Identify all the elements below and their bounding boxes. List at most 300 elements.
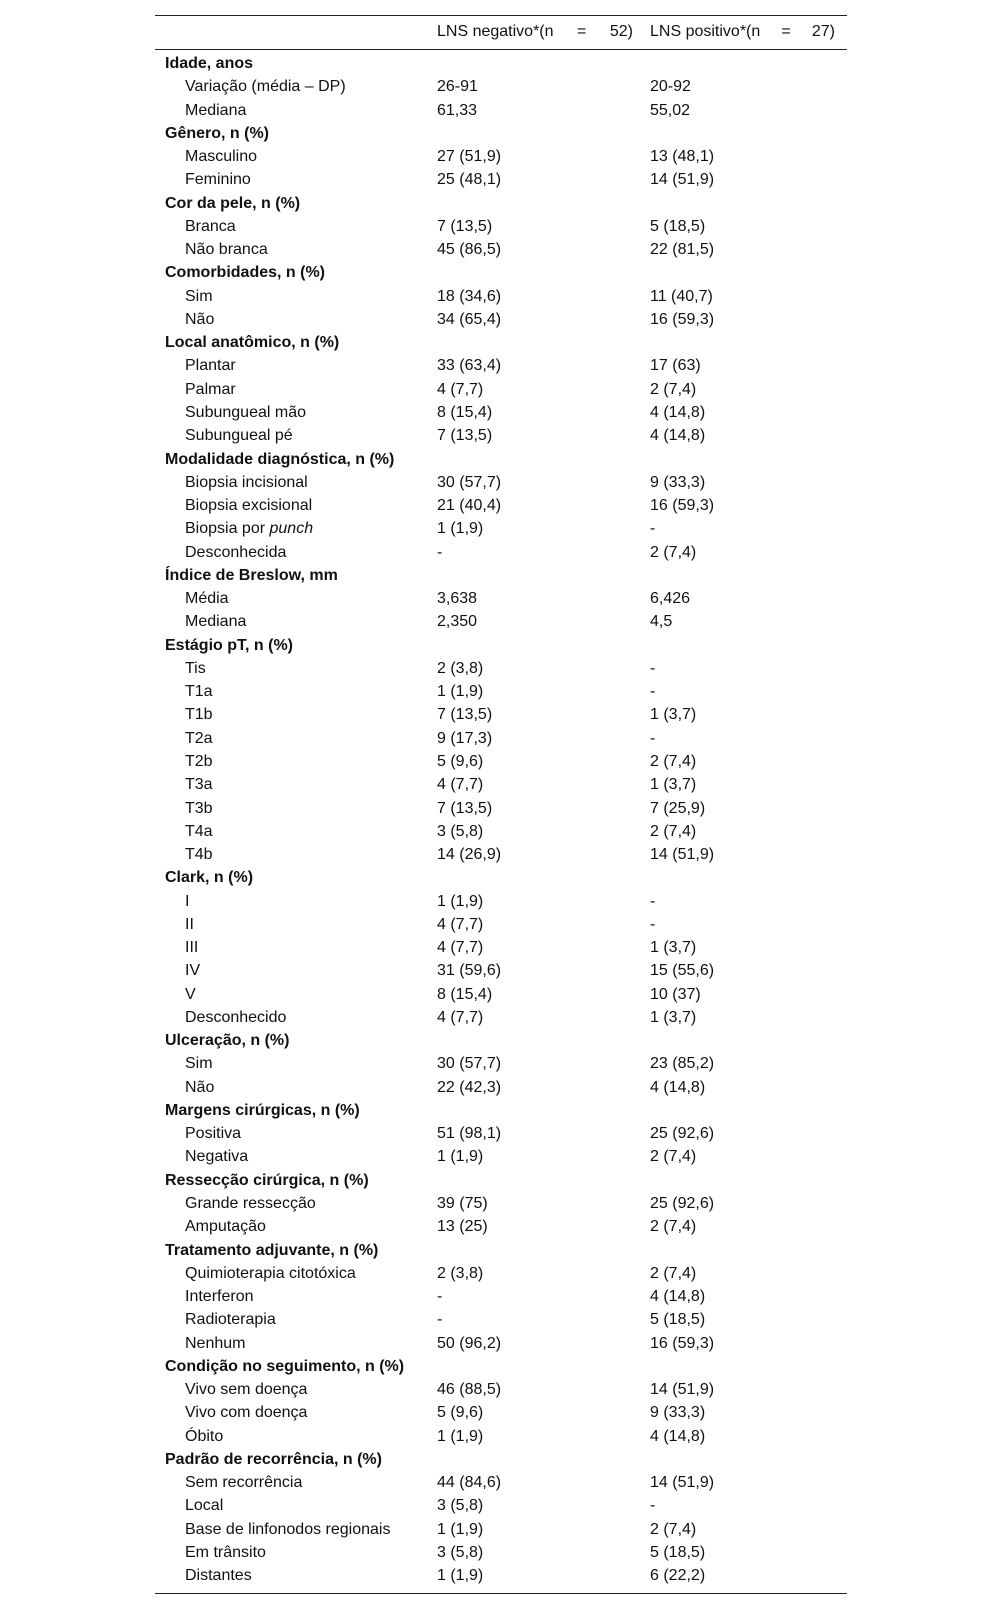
row-label [185,168,251,191]
row-label-text: Branca [185,217,236,235]
cell-lns-positive: 2 (7,4) [650,543,697,561]
cell-lns-negative: - [437,1288,443,1306]
row-label [185,1052,213,1075]
row-label-text: Padrão de recorrência, n (%) [165,1450,382,1468]
cell-lns-negative: 7 (13,5) [437,706,493,724]
cell-lns-positive: 4 (14,8) [650,403,706,421]
row-label [185,750,213,773]
cell-lns-negative: 5 (9,6) [437,752,484,770]
row-label [185,797,213,820]
cell-lns-positive: 16 (59,3) [650,497,715,515]
table-row [155,1564,847,1587]
table-row [155,890,847,913]
row-label-text: T1b [185,706,213,724]
table-row [155,401,847,424]
cell-lns-negative: 27 (51,9) [437,148,502,166]
cell-lns-negative: 8 (15,4) [437,403,493,421]
row-label-text: Radioterapia [185,1311,276,1329]
row-label [185,1076,214,1099]
cell-lns-positive: - [650,892,656,910]
cell-lns-positive: 2 (7,4) [650,752,697,770]
table-row [155,657,847,680]
row-label [185,1425,223,1448]
cell-lns-positive: 6,426 [650,590,691,608]
table-header [155,16,847,49]
table-row [155,820,847,843]
cell-lns-negative: 7 (13,5) [437,217,493,235]
table-row [155,308,847,331]
table-row [155,285,847,308]
row-label [185,424,293,447]
table-row [155,1401,847,1424]
row-label-text: T4b [185,846,213,864]
row-label-text: Amputação [185,1218,266,1236]
cell-lns-positive: 55,02 [650,101,691,119]
table-row [155,797,847,820]
table-row [155,1541,847,1564]
table-bottom-rule [155,1593,847,1594]
section-label [165,448,394,471]
cell-lns-negative: 1 (1,9) [437,520,484,538]
header-pos-equals: = [781,23,791,40]
section-label [165,1029,289,1052]
row-label-text: Estágio pT, n (%) [165,636,293,654]
table-row [155,1006,847,1029]
cell-lns-positive: 4 (14,8) [650,427,706,445]
table-row [155,703,847,726]
cell-lns-positive: 1 (3,7) [650,706,697,724]
row-label [185,1215,266,1238]
section-label [165,564,338,587]
row-label [185,541,286,564]
cell-lns-positive: 4,5 [650,613,673,631]
row-label-text: Ressecção cirúrgica, n (%) [165,1171,369,1189]
table-row [155,541,847,564]
cell-lns-negative: 3,638 [437,590,478,608]
row-label-text: Não [185,310,215,328]
cell-lns-negative: - [437,543,443,561]
row-label-text: Sem recorrência [185,1474,303,1492]
row-label [185,610,246,633]
row-label-text: III [185,939,199,957]
cell-lns-positive: 17 (63) [650,357,701,375]
row-label-text: Local [185,1497,224,1515]
section-label [165,192,300,215]
row-label-text: Positiva [185,1125,242,1143]
cell-lns-negative: 9 (17,3) [437,729,493,747]
header-neg-equals: = [577,23,587,40]
cell-lns-negative: 3 (5,8) [437,1544,484,1561]
cell-lns-positive: 16 (59,3) [650,1334,715,1352]
row-label [185,983,196,1006]
row-label [185,238,268,261]
cell-lns-positive: - [650,659,656,677]
table-row [155,354,847,377]
table-row [155,1122,847,1145]
row-label-text: Tratamento adjuvante, n (%) [165,1241,379,1259]
table-row [155,773,847,796]
row-label-text: T1a [185,683,213,701]
row-label-text: T2a [185,729,213,747]
cell-lns-negative: 2 (3,8) [437,659,484,677]
row-label [185,936,198,959]
row-label-text: Não [185,1078,215,1096]
row-label [185,145,257,168]
cell-lns-negative: 39 (75) [437,1195,488,1213]
cell-lns-negative: 1 (1,9) [437,1520,484,1538]
table-row [155,517,847,540]
section-label [165,122,269,145]
table-row [155,1285,847,1308]
cell-lns-positive: 23 (85,2) [650,1055,715,1073]
row-label-text: Ulceração, n (%) [165,1032,290,1050]
row-label-text: T3a [185,776,213,794]
row-label-text: Vivo com doença [185,1404,308,1422]
row-label [185,1471,302,1494]
row-label [185,471,308,494]
table-row [155,471,847,494]
row-label-text: Nenhum [185,1334,246,1352]
cell-lns-positive: 5 (18,5) [650,1311,706,1329]
cell-lns-negative: 1 (1,9) [437,683,484,701]
cell-lns-positive: - [650,683,656,701]
section-label [165,1448,382,1471]
row-label [185,285,213,308]
row-label-text: Tis [185,659,206,677]
cell-lns-positive: 7 (25,9) [650,799,706,817]
cell-lns-negative: 5 (9,6) [437,1404,484,1422]
cell-lns-negative: 34 (65,4) [437,310,502,328]
table-row [155,1471,847,1494]
cell-lns-negative: 2 (3,8) [437,1264,484,1282]
cell-lns-negative: 30 (57,7) [437,473,502,491]
section-label [165,866,253,889]
section-header-row [155,634,847,657]
cell-lns-positive: - [650,915,656,933]
table-row [155,843,847,866]
row-label-text: Margens cirúrgicas, n (%) [165,1101,360,1119]
row-label [185,1541,266,1564]
cell-lns-positive: 15 (55,6) [650,962,715,980]
row-label-text: Clark, n (%) [165,869,254,887]
table-row [155,587,847,610]
table-row [155,238,847,261]
row-label [185,1192,316,1215]
cell-lns-positive: 22 (81,5) [650,241,715,259]
row-label-text: IV [185,962,201,980]
cell-lns-negative: 21 (40,4) [437,497,502,515]
table-row [155,168,847,191]
section-label [165,1169,369,1192]
row-label [185,378,236,401]
row-label [185,727,213,750]
cell-lns-negative: 1 (1,9) [437,1567,484,1585]
cell-lns-positive: 1 (3,7) [650,776,697,794]
cell-lns-negative: 1 (1,9) [437,1427,484,1445]
section-header-row [155,331,847,354]
row-label-text: Sim [185,287,213,305]
row-label-text: I [185,892,190,910]
cell-lns-negative: 14 (26,9) [437,846,502,864]
row-label [185,1494,223,1517]
row-label-text: Distantes [185,1567,252,1585]
table-row [155,727,847,750]
cell-lns-positive: 9 (33,3) [650,473,706,491]
table-row [155,983,847,1006]
table-row [155,424,847,447]
table-row [155,959,847,982]
row-label [185,1122,241,1145]
cell-lns-positive: 14 (51,9) [650,1474,715,1492]
row-label-text: T4a [185,822,213,840]
cell-lns-positive: 9 (33,3) [650,1404,706,1422]
row-label [185,1332,245,1355]
row-label [185,1378,307,1401]
row-label [185,401,306,424]
row-label [185,354,236,377]
cell-lns-negative: 61,33 [437,101,478,119]
row-label [185,517,313,540]
row-label [185,587,229,610]
table-row [155,215,847,238]
row-label-text: Idade, anos [165,55,254,72]
table-row [155,1145,847,1168]
header-lns-positive [650,23,835,41]
row-label [185,215,236,238]
section-label [165,1099,360,1122]
row-label-text: Biopsia incisional [185,473,308,491]
row-label [185,1262,356,1285]
cell-lns-negative: 25 (48,1) [437,171,502,189]
row-label-text: Masculino [185,148,258,166]
section-label [165,634,293,657]
row-label-text: Palmar [185,380,236,398]
cell-lns-positive: 20-92 [650,78,691,96]
row-label [185,703,213,726]
cell-lns-positive: 14 (51,9) [650,171,715,189]
cell-lns-negative: 18 (34,6) [437,287,502,305]
table-row [155,936,847,959]
row-label [185,1145,248,1168]
section-label [165,331,339,354]
cell-lns-positive: 4 (14,8) [650,1427,706,1445]
cell-lns-negative: 45 (86,5) [437,241,502,259]
cell-lns-positive: 2 (7,4) [650,1264,697,1282]
row-label-text: Local anatômico, n (%) [165,334,340,352]
header-lns-negative [437,23,633,41]
cell-lns-positive: 14 (51,9) [650,1381,715,1399]
cell-lns-positive: 5 (18,5) [650,217,706,235]
cell-lns-negative: 22 (42,3) [437,1078,502,1096]
row-label-text: Vivo sem doença [185,1381,308,1399]
row-label-text: T2b [185,752,213,770]
header-neg-count: 52) [609,23,633,40]
cell-lns-negative: 4 (7,7) [437,776,484,794]
table-row [155,1192,847,1215]
row-label-italic: punch [269,520,314,538]
section-label [165,261,325,284]
row-label-text: Mediana [185,613,247,631]
cell-lns-positive: 14 (51,9) [650,846,715,864]
cell-lns-positive: 6 (22,2) [650,1567,706,1585]
table-row [155,750,847,773]
cell-lns-negative: 31 (59,6) [437,962,502,980]
section-header-row [155,1239,847,1262]
row-label-text: Subungueal mão [185,403,306,421]
section-header-row [155,1355,847,1378]
cell-lns-negative: 7 (13,5) [437,799,493,817]
cell-lns-negative: 1 (1,9) [437,892,484,910]
table-row [155,494,847,517]
table-row [155,1076,847,1099]
cell-lns-positive: 25 (92,6) [650,1125,715,1143]
row-label [185,1006,286,1029]
row-label-text: Índice de Breslow, mm [165,566,338,584]
row-label [185,1564,252,1587]
section-header-row [155,261,847,284]
cell-lns-negative: 3 (5,8) [437,1497,484,1515]
cell-lns-positive: 13 (48,1) [650,148,715,166]
row-label-text: Cor da pele, n (%) [165,194,301,212]
table-row [155,1494,847,1517]
row-label-text: Não branca [185,241,268,259]
table-row [155,680,847,703]
section-header-row [155,866,847,889]
cell-lns-negative: 4 (7,7) [437,380,484,398]
table-row [155,99,847,122]
section-header-row [155,1099,847,1122]
row-label-text: Em trânsito [185,1544,266,1561]
cell-lns-positive: 1 (3,7) [650,1008,697,1026]
header-pos-label: LNS positivo*(n [650,23,761,40]
cell-lns-negative: 7 (13,5) [437,427,493,445]
cell-lns-negative: - [437,1311,443,1329]
row-label-text: Grande ressecção [185,1195,316,1213]
row-label-text: Desconhecida [185,543,287,561]
row-label [185,1518,390,1541]
table-row [155,1262,847,1285]
cell-lns-positive: 16 (59,3) [650,310,715,328]
table-row [155,913,847,936]
cell-lns-positive: - [650,520,656,538]
section-header-row [155,448,847,471]
table-body [155,50,847,1593]
row-label-text: T3b [185,799,213,817]
row-label [185,890,189,913]
row-label [185,99,246,122]
cell-lns-negative: 30 (57,7) [437,1055,502,1073]
cell-lns-positive: 4 (14,8) [650,1288,706,1306]
cell-lns-negative: 4 (7,7) [437,1008,484,1026]
row-label-text: Óbito [185,1427,224,1445]
section-header-row [155,192,847,215]
row-label-text: Comorbidades, n (%) [165,264,326,282]
row-label [185,75,346,98]
section-label [165,1239,378,1262]
data-table [155,15,847,1594]
row-label-text: Feminino [185,171,251,189]
table-row [155,1425,847,1448]
section-header-row [155,564,847,587]
section-header-row [155,1448,847,1471]
row-label-text: II [185,915,194,933]
cell-lns-negative: 26-91 [437,78,478,96]
row-label-text: Desconhecido [185,1008,287,1026]
table-row [155,75,847,98]
row-label-text: Base de linfonodos regionais [185,1520,391,1538]
table-row [155,1332,847,1355]
row-label [185,959,200,982]
cell-lns-positive: 5 (18,5) [650,1544,706,1561]
cell-lns-positive: - [650,729,656,747]
row-label [185,1285,253,1308]
row-label-text: Sim [185,1055,213,1073]
row-label [185,1308,276,1331]
cell-lns-positive: 2 (7,4) [650,380,697,398]
row-label-text: Variação (média – DP) [185,78,346,96]
row-label-text: Biopsia por [185,520,270,538]
header-pos-count: 27) [811,23,835,40]
row-label [185,1401,307,1424]
cell-lns-negative: 8 (15,4) [437,985,493,1003]
row-label [185,820,213,843]
section-header-row [155,1169,847,1192]
cell-lns-negative: 4 (7,7) [437,915,484,933]
table-row [155,1308,847,1331]
cell-lns-positive: 11 (40,7) [650,287,713,305]
row-label [185,680,213,703]
section-label [165,1355,404,1378]
row-label [185,494,312,517]
table-row [155,610,847,633]
row-label-text: Plantar [185,357,236,375]
row-label-text: Gênero, n (%) [165,124,270,142]
row-label [185,913,194,936]
cell-lns-positive: 2 (7,4) [650,1148,697,1166]
cell-lns-positive: 10 (37) [650,985,701,1003]
cell-lns-positive: 2 (7,4) [650,1218,697,1236]
row-label [185,843,213,866]
table-row [155,145,847,168]
table-row [155,1518,847,1541]
cell-lns-negative: 13 (25) [437,1218,488,1236]
cell-lns-negative: 51 (98,1) [437,1125,502,1143]
row-label-text: Biopsia excisional [185,497,313,515]
section-header-row [155,52,847,75]
cell-lns-negative: 46 (88,5) [437,1381,502,1399]
row-label-text: Interferon [185,1288,254,1306]
section-header-row [155,122,847,145]
cell-lns-negative: 2,350 [437,613,478,631]
row-label-text: Modalidade diagnóstica, n (%) [165,450,395,468]
cell-lns-negative: 3 (5,8) [437,822,484,840]
row-label-text: Quimioterapia citotóxica [185,1264,356,1282]
header-neg-label: LNS negativo*(n [437,23,554,40]
cell-lns-positive: 2 (7,4) [650,822,697,840]
cell-lns-negative: 33 (63,4) [437,357,502,375]
row-label-text: Subungueal pé [185,427,293,445]
row-label [185,657,206,680]
table-row [155,378,847,401]
cell-lns-negative: 4 (7,7) [437,939,484,957]
section-label [165,52,253,75]
table-row [155,1215,847,1238]
row-label-text: Mediana [185,101,247,119]
section-header-row [155,1029,847,1052]
table-row [155,1052,847,1075]
cell-lns-negative: 44 (84,6) [437,1474,502,1492]
cell-lns-positive: 4 (14,8) [650,1078,706,1096]
